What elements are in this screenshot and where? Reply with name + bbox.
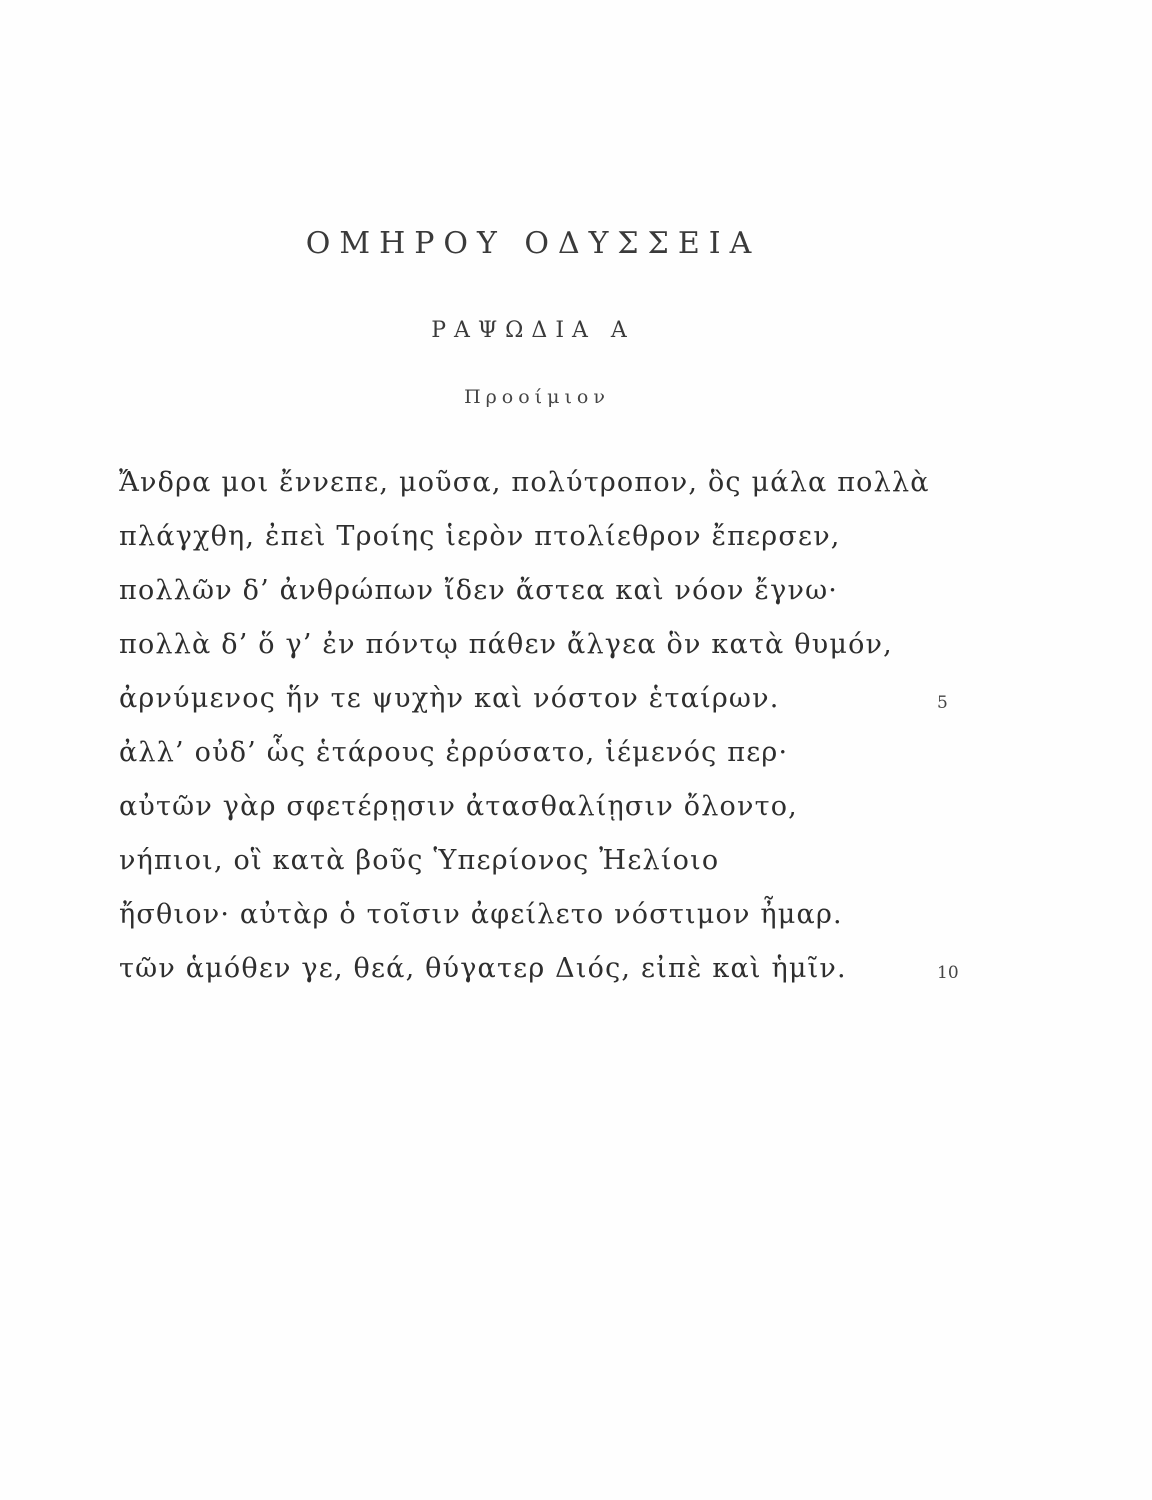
- verse-text: πολλῶν δ’ ἀνθρώπων ἴδεν ἄστεα καὶ νόον ἔγνω·: [119, 575, 839, 606]
- verse-line: [119, 618, 979, 672]
- verse-line: [119, 672, 979, 726]
- verse-line: [119, 726, 979, 780]
- verse-line: [119, 888, 979, 942]
- verse-text: τῶν ἁμόθεν γε, θεά, θύγατερ Διός, εἰπὲ καὶ ἡμῖν.: [119, 953, 847, 984]
- section-heading: Προοίμιον: [464, 386, 610, 408]
- verse-text: ἤσθιον· αὐτὰρ ὁ τοῖσιν ἀφείλετο νόστιμον ἦμαρ.: [119, 899, 843, 930]
- verse-line: [119, 780, 979, 834]
- verse-line: [119, 456, 979, 510]
- verse-text: ἀλλ’ οὐδ’ ὧς ἑτάρους ἐρρύσατο, ἱέμενός περ·: [119, 737, 789, 768]
- verse-text: νήπιοι, οἳ κατὰ βοῦς Ὑπερίονος Ἠελίοιο: [119, 845, 720, 876]
- verse-line: [119, 510, 979, 564]
- verse-line: [119, 834, 979, 888]
- book-title: ΡΑΨΩΔΙΑ Α: [431, 318, 635, 343]
- verse-text: ἀρνύμενος ἥν τε ψυχὴν καὶ νόστον ἑταίρων.: [119, 683, 780, 714]
- work-title: ΟΜΗΡΟΥ ΟΔΥΣΣΕΙΑ: [305, 226, 761, 261]
- verse-text: πλάγχθη, ἐπεὶ Τροίης ἱερὸν πτολίεθρον ἔπερσεν,: [119, 521, 841, 552]
- verse-line: [119, 564, 979, 618]
- line-number: 5: [937, 693, 948, 713]
- verse-text: πολλὰ δ’ ὅ γ’ ἐν πόντῳ πάθεν ἄλγεα ὃν κατὰ θυμόν,: [119, 629, 893, 660]
- line-number: 10: [937, 963, 959, 983]
- verse-block: [119, 456, 979, 996]
- verse-text: Ἄνδρα μοι ἔννεπε, μοῦσα, πολύτροπον, ὃς μάλα πολλὰ: [119, 467, 930, 498]
- verse-line: [119, 942, 979, 996]
- verse-text: αὐτῶν γὰρ σφετέρῃσιν ἀτασθαλίῃσιν ὄλοντο,: [119, 791, 798, 822]
